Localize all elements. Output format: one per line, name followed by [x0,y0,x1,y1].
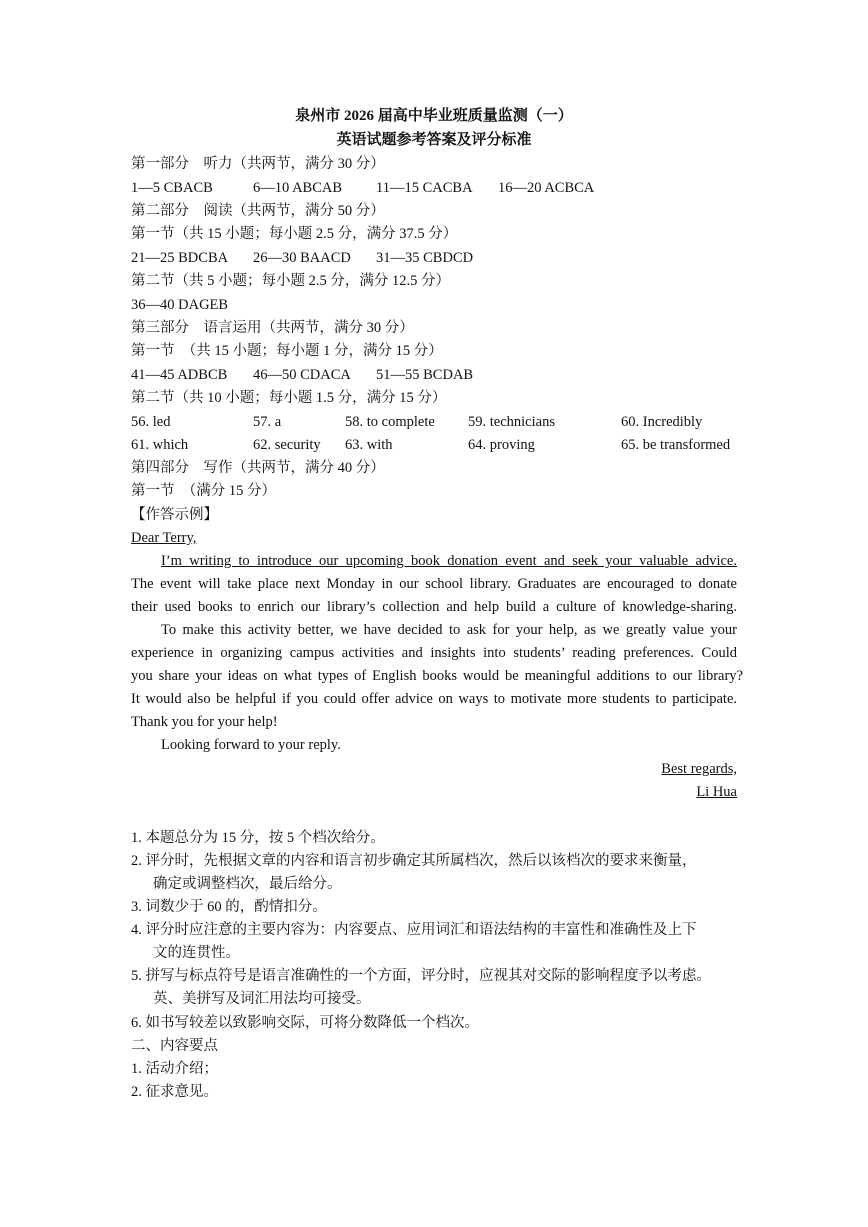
grammar-answer-61: 61. which [131,437,189,453]
criteria-item: 5. 拼写与标点符号是语言准确性的一个方面，评分时，应视其对交际的影响程度予以考虑。 [131,968,711,984]
part2-heading: 第二部分 阅读（共两节，满分 50 分） [131,203,385,219]
grammar-answer-58: 58. to complete [345,414,435,430]
criteria-item: 3. 词数少于 60 的，酌情扣分。 [131,899,327,915]
part3-section1-heading: 第一节 （共 15 小题；每小题 1 分，满分 15 分） [131,343,443,359]
grammar-answer-60: 60. Incredibly [621,414,703,430]
criteria-item-continued: 确定或调整档次，最后给分。 [153,876,342,892]
part4-section1-heading: 第一节 （满分 15 分） [131,483,276,499]
letter-line: their used books to enrich our library’s collection and help build a culture of knowledge-sharing. [131,599,737,615]
criteria-item: 1. 本题总分为 15 分，按 5 个档次给分。 [131,830,385,846]
part3-section2-heading: 第二节（共 10 小题；每小题 1.5 分，满分 15 分） [131,390,447,406]
listening-answers-3: 11—15 CACBA [376,180,473,196]
part1-heading: 第一部分 听力（共两节，满分 30 分） [131,156,385,172]
letter-line: To make this activity better, we have decided to ask for your help, as we greatly value your [161,622,737,638]
cloze-answers-3: 51—55 BCDAB [376,367,474,383]
cloze-answers-2: 46—50 CDACA [253,367,351,383]
sample-heading: 【作答示例】 [131,507,218,523]
document-title: 泉州市 2026 届高中毕业班质量监测（一） [295,108,573,124]
content-points-heading: 二、内容要点 [131,1038,218,1054]
part2-section1-heading: 第一节（共 15 小题；每小题 2.5 分，满分 37.5 分） [131,226,458,242]
grammar-answer-65: 65. be transformed [621,437,731,453]
cloze-answers-1: 41—45 ADBCB [131,367,228,383]
reading-answers-2: 26—30 BAACD [253,250,351,266]
grammar-answer-57: 57. a [253,414,282,430]
letter-salutation: Dear Terry, [131,530,197,546]
listening-answers-2: 6—10 ABCAB [253,180,343,196]
grammar-answer-64: 64. proving [468,437,535,453]
grammar-answer-59: 59. technicians [468,414,555,430]
part3-heading: 第三部分 语言运用（共两节，满分 30 分） [131,320,414,336]
reading-answers-4: 36—40 DAGEB [131,297,229,313]
grammar-answer-62: 62. security [253,437,321,453]
letter-line: The event will take place next Monday in our school library. Graduates are encouraged to donate [131,576,737,592]
letter-line: It would also be helpful if you could offer advice on ways to motivate more students to participate. [131,691,737,707]
criteria-item: 4. 评分时应注意的主要内容为：内容要点、应用词汇和语法结构的丰富性和准确性及上下 [131,922,697,938]
letter-signature: Li Hua [696,784,737,800]
listening-answers-1: 1—5 CBACB [131,180,213,196]
content-point: 1. 活动介绍； [131,1061,218,1077]
letter-line: Looking forward to your reply. [161,737,341,753]
part2-section2-heading: 第二节（共 5 小题；每小题 2.5 分，满分 12.5 分） [131,273,450,289]
content-point: 2. 征求意见。 [131,1084,218,1100]
listening-answers-4: 16—20 ACBCA [498,180,595,196]
letter-line: Thank you for your help! [131,714,278,730]
grammar-answer-63: 63. with [345,437,393,453]
grammar-answer-56: 56. led [131,414,171,430]
letter-line: experience in organizing campus activities and insights into students’ reading preferences. Could [131,645,737,661]
reading-answers-1: 21—25 BDCBA [131,250,229,266]
reading-answers-3: 31—35 CBDCD [376,250,474,266]
criteria-item: 6. 如书写较差以致影响交际，可将分数降低一个档次。 [131,1015,479,1031]
criteria-item-continued: 文的连贯性。 [153,945,240,961]
criteria-item-continued: 英、美拼写及词汇用法均可接受。 [153,991,371,1007]
letter-line: you share your ideas on what types of English books would be meaningful additions to our library? [131,668,743,684]
part4-heading: 第四部分 写作（共两节，满分 40 分） [131,460,385,476]
letter-closing: Best regards, [661,761,737,777]
letter-line: I’m writing to introduce our upcoming book donation event and seek your valuable advice. [161,553,737,569]
criteria-item: 2. 评分时，先根据文章的内容和语言初步确定其所属档次，然后以该档次的要求来衡量， [131,853,697,869]
document-subtitle: 英语试题参考答案及评分标准 [336,132,532,148]
